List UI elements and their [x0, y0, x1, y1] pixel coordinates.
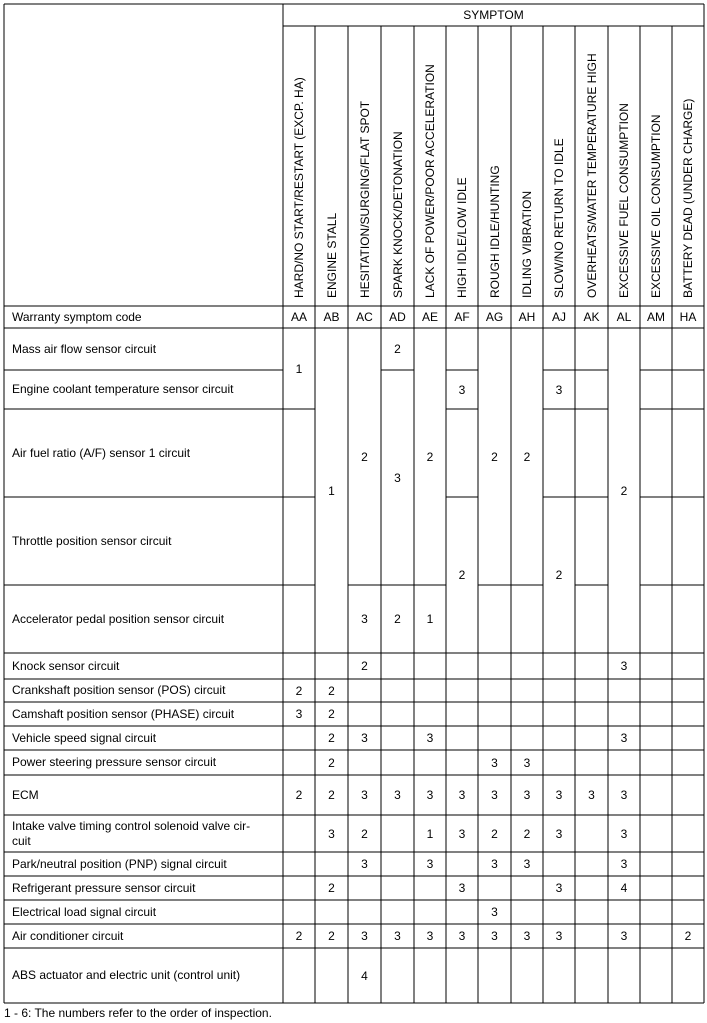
symptom-header: SLOW/NO RETURN TO IDLE [552, 138, 566, 298]
inspection-order-value: 3 [491, 755, 498, 770]
inspection-order-value: 3 [620, 659, 628, 673]
row-label: Electrical load signal circuit [12, 904, 157, 919]
warranty-code-label: Warranty symptom code [12, 309, 142, 324]
inspection-order-value: 2 [394, 612, 401, 626]
inspection-order-value: 3 [555, 382, 563, 397]
row-label: Air fuel ratio (A/F) sensor 1 circuit [12, 445, 191, 460]
inspection-order-value: 3 [426, 857, 434, 871]
inspection-order-value: 3 [588, 788, 595, 802]
inspection-order-value: 3 [555, 788, 563, 802]
row-label: ABS actuator and electric unit (control unit) [12, 968, 241, 982]
inspection-order-value: 3 [491, 857, 498, 871]
symptom-header: HIGH IDLE/LOW IDLE [455, 177, 469, 298]
symptom-header: HESITATION/SURGING/FLAT SPOT [357, 100, 372, 298]
row-label: Air conditioner circuit [12, 928, 124, 943]
inspection-order-value: 2 [361, 659, 368, 673]
symptom-header: OVERHEATS/WATER TEMPERATURE HIGH [584, 53, 599, 298]
symptom-code: AA [290, 310, 307, 324]
row-label: Accelerator pedal position sensor circuit [12, 611, 225, 626]
row-label: Camshaft position sensor (PHASE) circuit [12, 706, 235, 721]
inspection-order-value: 2 [394, 342, 401, 356]
row-label: Throttle position sensor circuit [12, 533, 172, 548]
inspection-order-value: 3 [295, 707, 303, 721]
inspection-order-value: 3 [555, 881, 563, 895]
inspection-order-value: 2 [426, 449, 434, 464]
inspection-order-value: 3 [394, 788, 401, 802]
symptom-code: AK [583, 310, 600, 324]
inspection-order-value: 3 [523, 857, 531, 871]
inspection-order-value: 2 [295, 683, 303, 698]
inspection-order-value: 1 [295, 361, 303, 376]
inspection-order-value: 3 [555, 929, 563, 943]
inspection-order-value: 3 [491, 905, 498, 919]
symptom-header: EXCESSIVE FUEL CONSUMPTION [617, 103, 631, 298]
inspection-order-value: 2 [491, 826, 498, 841]
inspection-order-value: 3 [491, 788, 498, 802]
inspection-order-value: 3 [458, 382, 466, 397]
inspection-order-value: 2 [295, 788, 303, 802]
inspection-order-value: 1 [426, 612, 434, 626]
symptom-code: AM [647, 310, 665, 324]
symptom-code: AF [454, 310, 470, 324]
inspection-order-value: 3 [491, 929, 498, 943]
inspection-order-value: 3 [523, 788, 531, 802]
symptom-header: ROUGH IDLE/HUNTING [487, 165, 502, 298]
inspection-order-value: 2 [328, 707, 335, 721]
inspection-order-value: 2 [491, 449, 498, 464]
row-label: Intake valve timing control solenoid valve cir- cuit [12, 818, 251, 848]
inspection-order-value: 3 [361, 857, 368, 871]
row-label: Power steering pressure sensor circuit [12, 755, 217, 769]
inspection-order-value: 1 [426, 826, 434, 841]
row-label: Refrigerant pressure sensor circuit [12, 880, 196, 895]
inspection-order-value: 2 [684, 929, 692, 943]
inspection-order-value: 3 [426, 788, 434, 802]
row-label: Engine coolant temperature sensor circuit [12, 382, 234, 396]
symptom-code: AC [356, 310, 373, 324]
symptom-code: AL [616, 310, 632, 324]
symptom-title: SYMPTOM [463, 8, 524, 22]
symptom-header: SPARK KNOCK/DETONATION [390, 131, 405, 298]
inspection-order-value: 3 [426, 929, 434, 943]
inspection-order-value: 3 [458, 929, 466, 943]
inspection-order-value: 3 [361, 929, 368, 943]
inspection-order-value: 3 [523, 755, 531, 770]
inspection-order-value: 2 [328, 683, 335, 698]
inspection-order-value: 3 [426, 731, 434, 745]
symptom-code: AB [323, 310, 340, 324]
inspection-order-value: 3 [523, 929, 531, 943]
inspection-order-value: 3 [394, 929, 401, 943]
row-label: Park/neutral position (PNP) signal circuit [12, 856, 227, 871]
inspection-order-value: 2 [328, 755, 335, 770]
symptom-code: AH [518, 310, 536, 324]
symptom-code: AG [485, 310, 504, 324]
inspection-order-value: 3 [361, 731, 368, 745]
inspection-order-value: 3 [620, 731, 628, 745]
row-label: ECM [12, 787, 39, 802]
inspection-order-value: 3 [620, 788, 628, 802]
footnote: 1 - 6: The numbers refer to the order of inspection. [4, 1006, 272, 1020]
inspection-order-value: 3 [458, 881, 466, 895]
inspection-order-value: 3 [361, 612, 368, 626]
symptom-header: EXCESSIVE OIL CONSUMPTION [649, 114, 663, 298]
symptom-header: HARD/NO START/RESTART (EXCP. HA) [292, 77, 306, 298]
inspection-order-value: 2 [328, 881, 335, 895]
symptom-header: IDLING VIBRATION [520, 190, 534, 298]
row-label: Mass air flow sensor circuit [12, 341, 157, 356]
inspection-order-value: 3 [458, 826, 466, 841]
inspection-order-value: 2 [458, 568, 466, 582]
inspection-order-value: 2 [361, 826, 368, 841]
inspection-order-value: 3 [620, 929, 628, 943]
inspection-order-value: 3 [394, 470, 401, 485]
row-label: Vehicle speed signal circuit [12, 730, 157, 745]
inspection-order-value: 2 [295, 929, 303, 943]
symptom-header: BATTERY DEAD (UNDER CHARGE) [681, 98, 695, 298]
symptom-code: AD [389, 310, 406, 324]
symptom-code: AE [421, 310, 438, 324]
inspection-order-value: 3 [620, 826, 628, 841]
inspection-order-value: 3 [620, 857, 628, 871]
inspection-order-value: 4 [361, 968, 368, 983]
inspection-order-value: 3 [328, 826, 335, 841]
inspection-order-value: 3 [361, 788, 368, 802]
symptom-code: AJ [551, 310, 566, 324]
symptom-code: HA [679, 310, 697, 324]
inspection-order-value: 3 [458, 788, 466, 802]
inspection-order-value: 3 [555, 826, 563, 841]
inspection-order-value: 2 [620, 483, 628, 498]
row-label: Knock sensor circuit [12, 658, 120, 673]
inspection-order-value: 2 [328, 788, 335, 802]
inspection-order-value: 4 [620, 881, 628, 895]
row-label: Crankshaft position sensor (POS) circuit [12, 683, 226, 697]
symptom-header: LACK OF POWER/POOR ACCELERATION [423, 64, 437, 298]
symptom-header: ENGINE STALL [324, 212, 339, 298]
inspection-order-value: 2 [523, 449, 531, 464]
inspection-order-value: 2 [555, 568, 563, 582]
inspection-order-value: 2 [328, 731, 335, 745]
inspection-order-value: 2 [328, 929, 335, 943]
inspection-order-value: 1 [328, 483, 335, 498]
inspection-order-value: 2 [361, 449, 368, 464]
inspection-order-value: 2 [523, 826, 531, 841]
